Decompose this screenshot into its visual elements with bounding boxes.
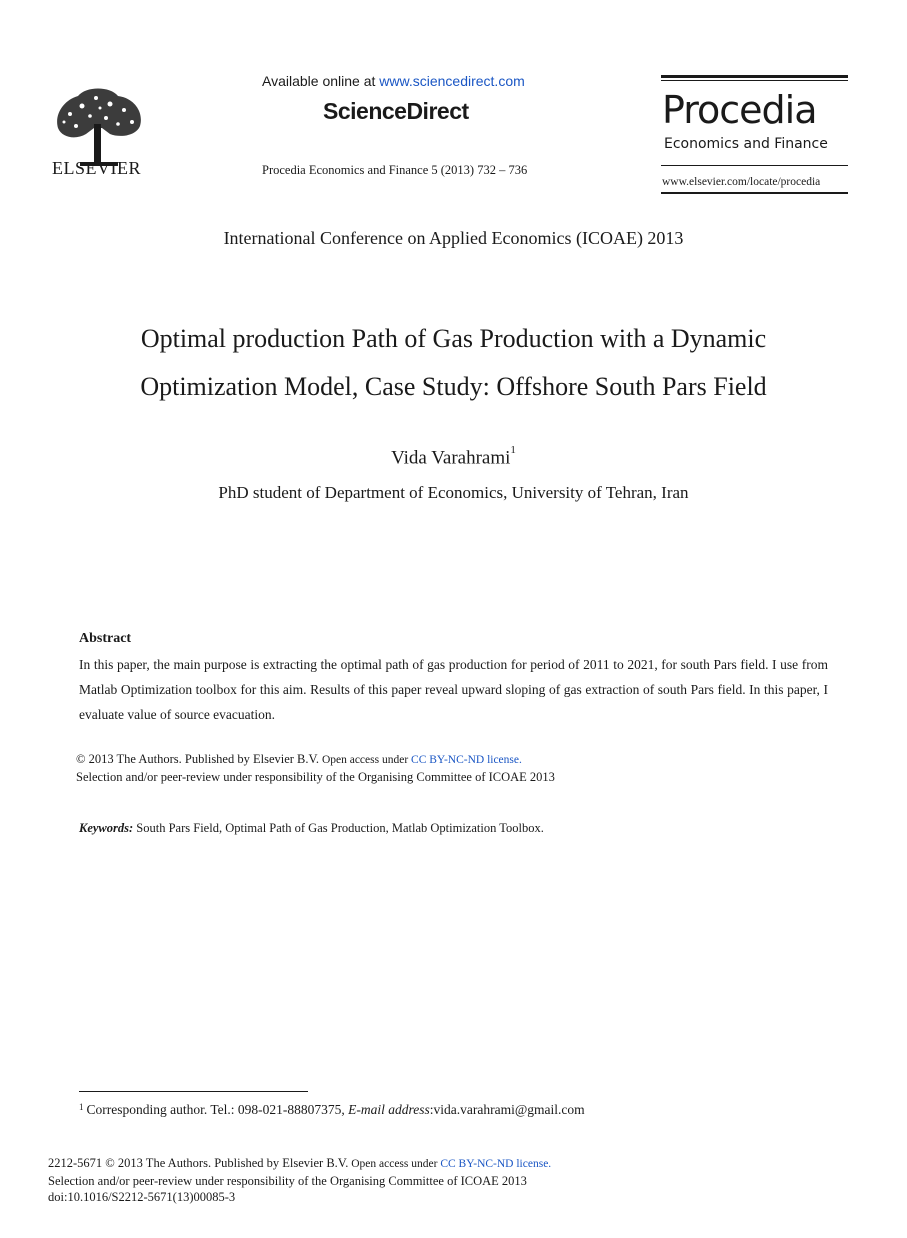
abstract-body: In this paper, the main purpose is extracting the optimal path of gas production for period of 2011 to 2021, for south Pars field. I use from Matlab Optimization toolbox for this aim. Results of this paper reveal upward sloping of gas extraction of south Pars field. In this paper, I evaluate value of source evacuation. bbox=[79, 657, 828, 722]
author bbox=[0, 444, 907, 469]
author-affiliation: PhD student of Department of Economics, University of Tehran, Iran bbox=[218, 483, 689, 502]
open-access-text: Open access under bbox=[319, 754, 412, 766]
title-line-2: Optimization Model, Case Study: Offshore South Pars Field bbox=[140, 372, 767, 401]
bottom-open-access: Open access under bbox=[348, 1158, 441, 1170]
abstract-heading: Abstract bbox=[79, 631, 132, 646]
footnote-rule bbox=[79, 1091, 308, 1092]
available-online-prefix: Available online at bbox=[262, 73, 380, 89]
procedia-rule bbox=[661, 80, 848, 81]
bottom-license-link[interactable]: CC BY-NC-ND license. bbox=[440, 1158, 552, 1170]
bottom-line-1 bbox=[48, 1155, 551, 1173]
footnote-marker: 1 bbox=[79, 1102, 84, 1112]
title-line-1: Optimal production Path of Gas Production with a Dynamic bbox=[140, 324, 767, 353]
procedia-logo-subtitle: Economics and Finance bbox=[664, 136, 828, 152]
email-address[interactable]: :vida.varahrami@gmail.com bbox=[429, 1102, 585, 1117]
procedia-rule bbox=[661, 75, 848, 78]
procedia-rule bbox=[661, 165, 848, 166]
email-label: E-mail address bbox=[348, 1102, 430, 1117]
doi[interactable]: doi:10.1016/S2212-5671(13)00085-3 bbox=[48, 1190, 236, 1204]
keywords-text: South Pars Field, Optimal Path of Gas Production, Matlab Optimization Toolbox. bbox=[133, 821, 544, 835]
keywords-label: Keywords: bbox=[79, 821, 134, 835]
paper-title bbox=[0, 315, 907, 411]
bottom-copyright: 2212-5671 © 2013 The Authors. Published by Elsevier B.V. bbox=[48, 1156, 349, 1170]
footnote bbox=[79, 1102, 585, 1118]
author-name: Vida Varahrami bbox=[391, 447, 511, 469]
conference-name: International Conference on Applied Economics (ICOAE) 2013 bbox=[223, 228, 684, 248]
journal-url[interactable]: www.elsevier.com/locate/procedia bbox=[662, 176, 821, 188]
keywords bbox=[79, 821, 544, 836]
license-link[interactable]: CC BY-NC-ND license. bbox=[411, 754, 522, 766]
author-footnote-marker: 1 bbox=[510, 444, 516, 456]
bottom-notice bbox=[48, 1155, 551, 1206]
copyright-line-1 bbox=[76, 751, 555, 769]
copyright-notice bbox=[76, 751, 555, 786]
sciencedirect-logo: ScienceDirect bbox=[323, 98, 469, 124]
journal-reference: Procedia Economics and Finance 5 (2013) 732 – 736 bbox=[262, 163, 528, 177]
footnote-text: Corresponding author. Tel.: 098-021-88807375, bbox=[86, 1102, 349, 1117]
procedia-rule bbox=[661, 192, 848, 194]
copyright-line-2: Selection and/or peer-review under responsibility of the Organising Committee of ICOAE 2013 bbox=[76, 770, 555, 784]
copyright-text: © 2013 The Authors. Published by Elsevier B.V. bbox=[76, 752, 320, 766]
procedia-logo-name: Procedia bbox=[662, 88, 817, 132]
elsevier-wordmark: ELSEVIER bbox=[52, 158, 141, 178]
available-online bbox=[262, 73, 525, 89]
bottom-line-2: Selection and/or peer-review under responsibility of the Organising Committee of ICOAE 2013 bbox=[48, 1173, 527, 1188]
sciencedirect-link[interactable]: www.sciencedirect.com bbox=[379, 73, 525, 89]
